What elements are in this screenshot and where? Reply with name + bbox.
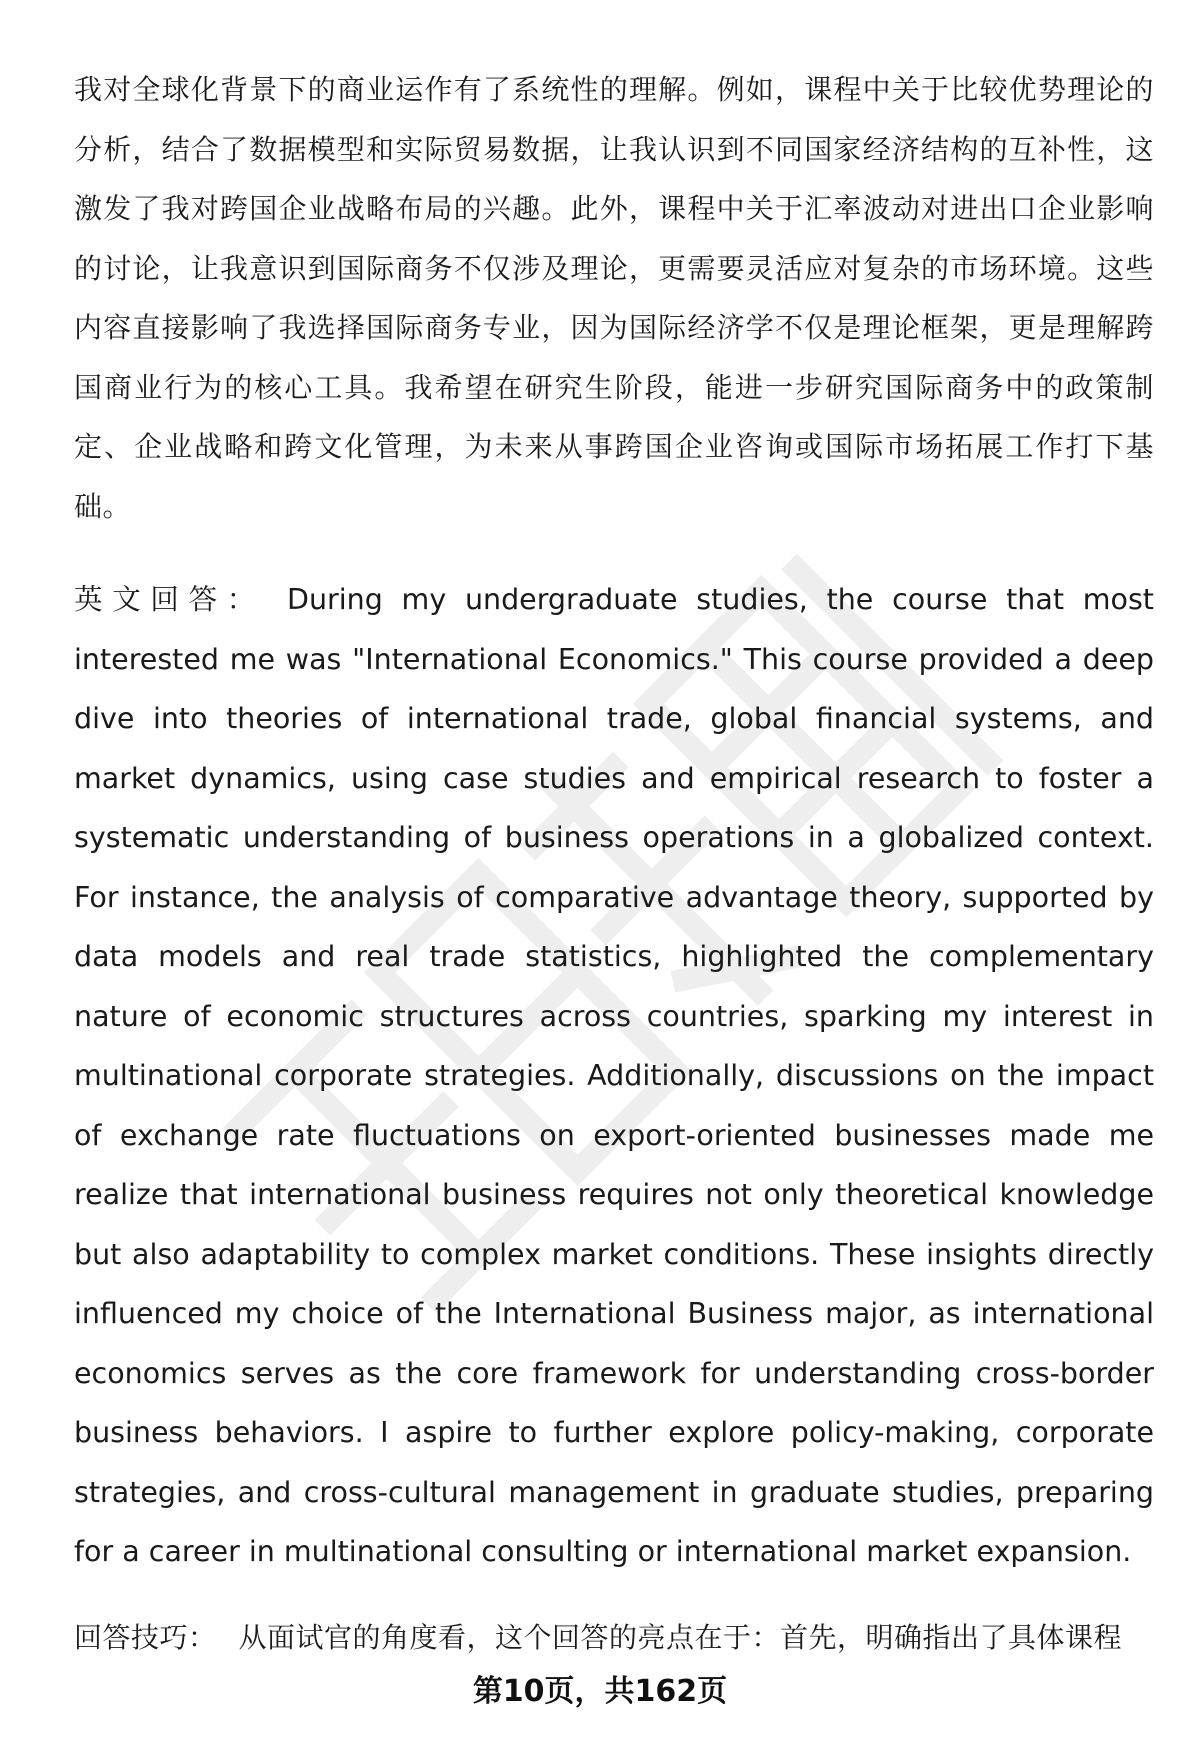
english-answer-text: During my undergraduate studies, the course that most interested me was "International Economics." This course provided a deep dive into theories of international trade, global financial systems, and market dynamics, using case studies and empirical research to foster a systematic understanding of business operations in a globalized context. For instance, the analysis of comparative advantage theory, supported by data models and real trade statistics, highlighted the complementary nature of economic structures across countries, sparking my interest in multinational corporate strategies. Additionally, discussions on the impact of exchange rate fluctuations on export-oriented businesses made me realize that international business requires not only theoretical knowledge but also adaptability to complex market conditions. These insights directly influenced my choice of the International Business major, as international economics serves as the core framework for understanding cross-border business behaviors. I aspire to further explore policy-making, corporate strategies, and cross-cultural management in graduate studies, preparing for a career in multinational consulting or international market expansion.: [74, 583, 1154, 1568]
answer-tips-label: 回答技巧：: [74, 1620, 217, 1654]
english-answer-paragraph: [74, 570, 1154, 1582]
page-indicator: 第10页，共162页: [472, 1674, 728, 1709]
document-body: [74, 60, 1154, 1667]
english-answer-label: 英文回答：: [74, 583, 265, 616]
answer-tips-paragraph: [74, 1608, 1154, 1668]
answer-tips-text: 从面试官的角度看，这个回答的亮点在于：首先，明确指出了具体课程: [238, 1620, 1123, 1654]
chinese-answer-paragraph: 我对全球化背景下的商业运作有了系统性的理解。例如，课程中关于比较优势理论的分析，结合了数据模型和实际贸易数据，让我认识到不同国家经济结构的互补性，这激发了我对跨国企业战略布局的兴趣。此外，课程中关于汇率波动对进出口企业影响的讨论，让我意识到国际商务不仅涉及理论，更需要灵活应对复杂的市场环境。这些内容直接影响了我选择国际商务专业，因为国际经济学不仅是理论框架，更是理解跨国商业行为的核心工具。我希望在研究生阶段，能进一步研究国际商务中的政策制定、企业战略和跨文化管理，为未来从事跨国企业咨询或国际市场拓展工作打下基础。: [74, 73, 1154, 523]
